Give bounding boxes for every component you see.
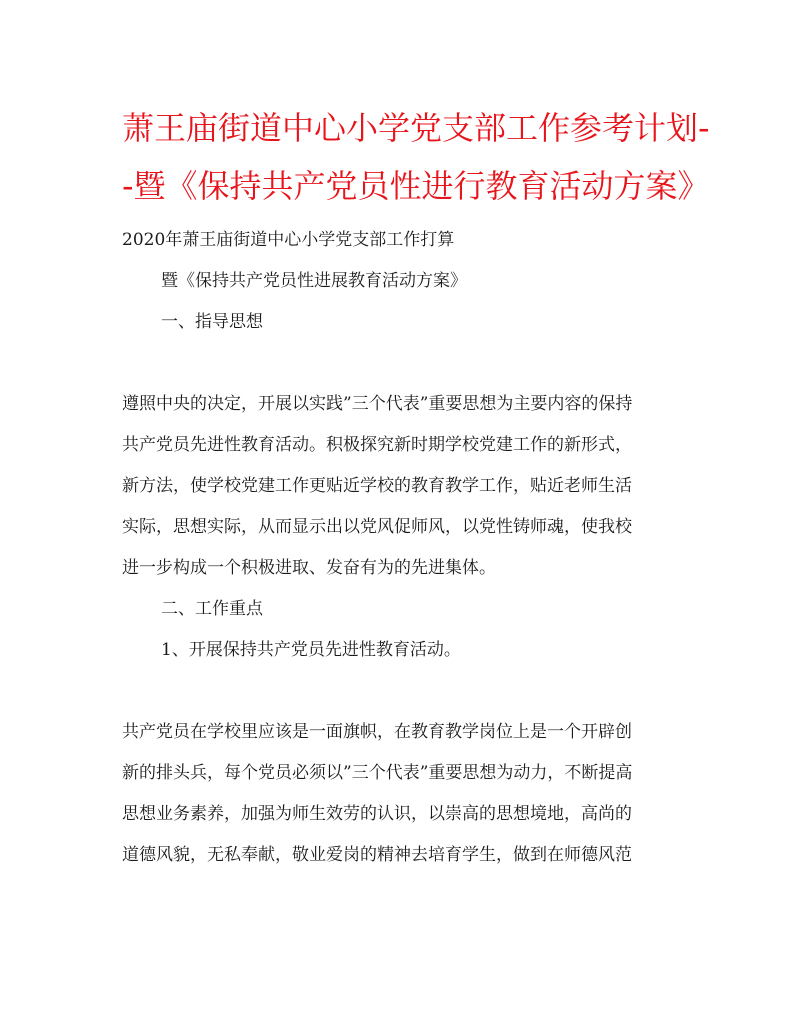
paragraph-2-line: 道德风貌，无私奉献，敬业爱岗的精神去培育学生，做到在师德风范 (122, 845, 632, 865)
document-subtitle: 2020年萧王庙街道中心小学党支部工作打算 (122, 230, 455, 250)
document-title-line-2: -暨《保持共产党员性进行教育活动方案》 (122, 167, 710, 205)
section-heading-guiding-thought: 一、指导思想 (161, 312, 263, 332)
paragraph-2-line: 共产党员在学校里应该是一面旗帜，在教育教学岗位上是一个开辟创 (122, 722, 632, 742)
paragraph-1-line: 新方法，使学校党建工作更贴近学校的教育教学工作，贴近老师生活 (122, 476, 632, 496)
paragraph-1-line: 共产党员先进性教育活动。积极探究新时期学校党建工作的新形式， (122, 435, 632, 455)
paragraph-2-line: 思想业务素养，加强为师生效劳的认识，以崇高的思想境地，高尚的 (122, 804, 632, 824)
paragraph-1-line: 实际，思想实际，从而显示出以党风促师风，以党性铸师魂，使我校 (122, 517, 632, 537)
paragraph-1-line: 进一步构成一个积极进取、发奋有为的先进集体。 (122, 558, 496, 578)
list-item-1: 1、开展保持共产党员先进性教育活动。 (161, 640, 461, 660)
paragraph-1-line: 遵照中央的决定，开展以实践”三个代表”重要思想为主要内容的保持 (122, 394, 633, 414)
paragraph-2-line: 新的排头兵，每个党员必须以”三个代表”重要思想为动力，不断提高 (122, 763, 633, 783)
section-heading-work-focus: 二、工作重点 (161, 599, 263, 619)
document-title-line-1: 萧王庙街道中心小学党支部工作参考计划- (122, 109, 710, 147)
document-sub-heading: 暨《保持共产党员性进展教育活动方案》 (161, 271, 467, 291)
